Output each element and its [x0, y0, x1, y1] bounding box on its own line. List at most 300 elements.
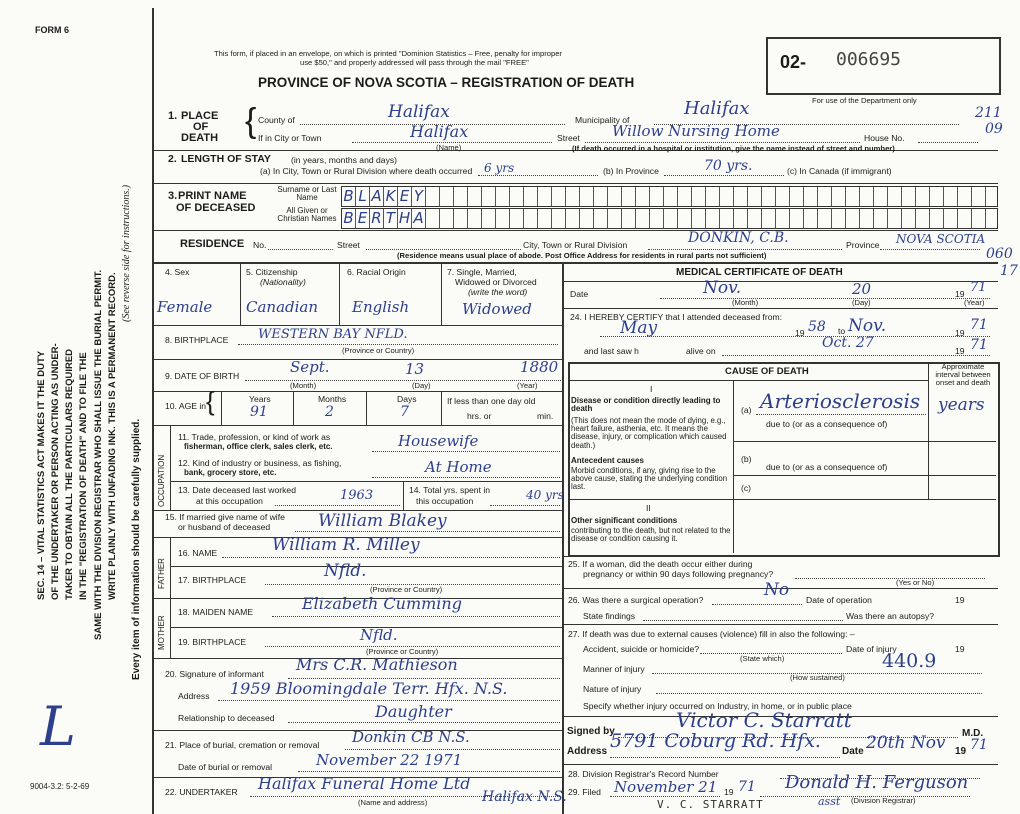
surname-letter-cell — [748, 187, 762, 206]
nature-label: Nature of injury — [583, 684, 642, 694]
field-line — [918, 142, 978, 143]
given-name-letter-cell — [580, 209, 594, 228]
undertaker-city: Halifax N.S. — [482, 789, 567, 805]
citizenship-sublabel: (Nationality) — [260, 277, 306, 287]
surname-letter-cell — [832, 187, 846, 206]
surname-letter-cell — [972, 187, 986, 206]
surname-letter-cell — [692, 187, 706, 206]
divider — [563, 308, 998, 309]
sublabel: (Name and address) — [358, 798, 428, 807]
sex-value: Female — [157, 298, 213, 316]
residence-label: RESIDENCE — [180, 238, 245, 250]
relationship-value: Daughter — [375, 702, 452, 721]
stay-label: LENGTH OF STAY — [181, 153, 271, 165]
field-line — [222, 557, 560, 558]
years-label: Years — [249, 394, 271, 404]
other-conditions-note: contributing to the death, but not related to the disease or condition causing it. — [571, 526, 731, 544]
racial-origin-value: English — [352, 298, 410, 316]
given-name-letter-cell — [664, 209, 678, 228]
municipality-value: Halifax — [684, 98, 750, 119]
mother-maiden-name: Elizabeth Cumming — [302, 594, 462, 613]
given-name-letter-cell: A — [412, 209, 426, 228]
state-which-sublabel: (State which) — [740, 654, 785, 663]
dob-day: 13 — [405, 360, 425, 378]
informant-signature-label: 20. Signature of informant — [165, 669, 264, 679]
months-label: Months — [318, 394, 347, 404]
less-than-day-label: If less than one day old — [447, 396, 536, 406]
signed-by-label: Signed by — [567, 726, 615, 737]
stay-c-label: (c) In Canada (if immigrant) — [787, 166, 892, 176]
death-year: 71 — [970, 280, 987, 295]
registration-number: 006695 — [836, 49, 902, 70]
item-number: 3. — [168, 190, 178, 202]
given-name-letter-cell — [454, 209, 468, 228]
other-conditions-label: Other significant conditions — [571, 516, 678, 525]
certificate-date-label: Date — [842, 746, 864, 757]
surname-letter-cell — [510, 187, 524, 206]
surname-letter-cell — [874, 187, 888, 206]
sublabel: (Month) — [290, 381, 317, 390]
to-label: to — [838, 326, 846, 336]
given-name-letter-cell — [524, 209, 538, 228]
undertaker-value: Halifax Funeral Home Ltd — [258, 774, 471, 793]
surname-letter-cell — [538, 187, 552, 206]
age-days: 7 — [400, 404, 409, 420]
given-name-letter-cell — [552, 209, 566, 228]
year-prefix: 19 — [955, 595, 965, 605]
sublabel: (Province or Country) — [342, 346, 415, 355]
side-text-5: SAME WITH THE DIVISION REGISTRAR WHO SHALL ISSUE THE BURIAL PERMIT. — [93, 269, 104, 640]
given-name-letter-cell — [426, 209, 440, 228]
given-name-letter-cell — [482, 209, 496, 228]
min-label: min. — [537, 411, 554, 421]
given-name-letter-cell — [874, 209, 888, 228]
certificate-date: 20th Nov — [866, 733, 946, 753]
given-name-letter-cell — [888, 209, 902, 228]
brace: { — [245, 102, 257, 140]
cell-divider — [170, 537, 171, 598]
surname-letter-cell — [720, 187, 734, 206]
death-date-label: Date — [570, 289, 589, 299]
surname-letter-cell — [818, 187, 832, 206]
certificate-year: 71 — [970, 737, 988, 753]
cell-divider — [403, 481, 404, 510]
divider — [153, 230, 998, 231]
field-line — [272, 616, 560, 617]
registration-number-box — [766, 37, 1001, 95]
last-saw-year: 71 — [970, 337, 988, 353]
surname-letter-cell — [580, 187, 594, 206]
marital-label: Widowed or Divorced — [455, 277, 537, 287]
side-text-4: IN THE "REGISTRATION OF DEATH" AND TO FILE THE — [78, 352, 89, 600]
margin-code-3: 060 — [986, 246, 1013, 262]
last-worked-label: 13. Date deceased last worked — [178, 485, 296, 495]
surname-letter-cell — [958, 187, 972, 206]
side-text-7: (See reverse side for instructions.) — [121, 184, 132, 322]
given-name-letter-cell — [958, 209, 972, 228]
part-one-label: I — [650, 384, 653, 394]
city-value: Halifax — [410, 122, 469, 141]
place-label: OF — [193, 121, 209, 133]
cause-c-label: (c) — [741, 483, 752, 493]
given-name-letter-cell — [440, 209, 454, 228]
last-worked-value: 1963 — [340, 488, 374, 503]
registration-prefix: 02- — [780, 52, 807, 72]
surname-letter-cell — [916, 187, 930, 206]
trade-value: Housewife — [398, 432, 479, 450]
form-label: FORM 6 — [35, 25, 70, 35]
hospital-note: (If death occurred in a hospital or institution, give the name instead of street and number) — [572, 144, 895, 153]
burial-place-label: 21. Place of burial, cremation or removal — [165, 740, 320, 750]
marital-label: 7. Single, Married, — [447, 267, 517, 277]
direct-cause-note: (This does not mean the mode of dying, e.g., heart failure, asthenia, etc. It means the disease, injury, or complication which caused death.) — [571, 416, 727, 450]
cell-divider — [733, 380, 734, 499]
surname-letter-cell — [790, 187, 804, 206]
given-name-letter-cell — [496, 209, 510, 228]
field-line — [275, 505, 400, 506]
hrs-label: hrs. or — [467, 411, 492, 421]
part-two-label: II — [646, 503, 651, 513]
interval-title: Approximate interval between onset and death — [935, 362, 991, 387]
father-side-label: FATHER — [157, 558, 166, 589]
surname-letter-cell — [734, 187, 748, 206]
given-name-letter-cell — [636, 209, 650, 228]
state-findings-label: State findings — [583, 611, 636, 621]
stay-sublabel: (in years, months and days) — [291, 155, 398, 165]
surname-letter-cell — [944, 187, 958, 206]
physician-address: 5791 Coburg Rd. Hfx. — [610, 730, 821, 752]
total-years-label: 14. Total yrs. spent in — [409, 485, 491, 495]
surname-letter-cell — [650, 187, 664, 206]
last-saw-value: Oct. 27 — [822, 335, 874, 351]
citizenship-value: Canadian — [246, 298, 319, 316]
informant-address: 1959 Bloomingdale Terr. Hfx. N.S. — [230, 679, 508, 698]
surname-letter-cell — [454, 187, 468, 206]
injury-date-label: Date of injury — [846, 644, 897, 654]
medical-title: MEDICAL CERTIFICATE OF DEATH — [676, 267, 843, 278]
father-birthplace: Nfld. — [324, 561, 367, 581]
field-line — [610, 757, 840, 758]
field-line — [610, 796, 720, 797]
sublabel: (Province or Country) — [366, 647, 439, 656]
field-line — [585, 142, 860, 143]
divider — [563, 281, 998, 282]
total-years-label: this occupation — [416, 496, 474, 506]
field-line — [712, 604, 802, 605]
surname-letter-cell — [608, 187, 622, 206]
given-name-letter-cell — [846, 209, 860, 228]
department-use-note: For use of the Department only — [812, 96, 917, 105]
given-name-letter-cell — [566, 209, 580, 228]
surname-letter-cell: B — [342, 187, 356, 206]
industry-label: 12. Kind of industry or business, as fishing, — [178, 458, 342, 468]
field-line — [490, 505, 560, 506]
father-name-label: 16. NAME — [178, 548, 218, 558]
surgery-value: No — [764, 580, 790, 600]
cell-divider — [170, 598, 171, 658]
sublabel: (Province or Country) — [370, 585, 443, 594]
given-name-letter-cell — [622, 209, 636, 228]
given-name-letter-cell — [776, 209, 790, 228]
burial-date-label: Date of burial or removal — [178, 762, 273, 772]
age-label: 10. AGE in — [165, 401, 207, 411]
last-saw-label: alive on — [686, 346, 716, 356]
assistant-note: asst — [818, 795, 841, 808]
autopsy-label: Was there an autopsy? — [846, 611, 935, 621]
cell-divider — [441, 263, 442, 325]
trade-label: fisherman, office clerk, sales clerk, etc. — [184, 442, 333, 451]
field-line — [756, 414, 926, 415]
divider — [153, 262, 998, 264]
divider — [563, 624, 998, 625]
given-name-letter-cell: H — [398, 209, 411, 227]
age-months: 2 — [325, 404, 334, 420]
sublabel: (Day) — [412, 381, 431, 390]
sublabel: (Year) — [964, 298, 985, 307]
mother-maiden-label: 18. MAIDEN NAME — [178, 607, 253, 617]
how-sustained-sublabel: (How sustained) — [790, 673, 845, 682]
registrar-sublabel: (Division Registrar) — [851, 796, 916, 805]
center-divider — [562, 263, 564, 814]
father-birthplace-label: 17. BIRTHPLACE — [178, 575, 247, 585]
birthplace-value: WESTERN BAY NFLD. — [258, 327, 408, 342]
antecedent-note: Morbid conditions, if any, giving rise to the above cause, stating the underlying condition last. — [571, 466, 728, 492]
attended-from-month: May — [620, 318, 658, 338]
county-value: Halifax — [388, 102, 450, 122]
page-title: PROVINCE OF NOVA SCOTIA – REGISTRATION OF DEATH — [258, 75, 635, 90]
surname-letter-cell — [846, 187, 860, 206]
cause-a-label: (a) — [741, 405, 752, 415]
year-prefix: 19 — [955, 289, 965, 299]
death-day: 20 — [852, 280, 872, 298]
occupation-side-label: OCCUPATION — [157, 454, 166, 507]
residence-division-label: City, Town or Rural Division — [523, 240, 628, 250]
field-line — [288, 722, 560, 723]
field-line — [295, 531, 560, 532]
stay-b-value: 70 yrs. — [704, 158, 753, 174]
street-value: Willow Nursing Home — [612, 122, 780, 140]
given-name-letter-cell — [678, 209, 692, 228]
registrar-stamp: V. C. STARRATT — [657, 798, 764, 811]
marital-sublabel: (write the word) — [468, 287, 528, 297]
sublabel: (Day) — [852, 298, 871, 307]
surname-letter-cell — [482, 187, 496, 206]
external-causes-label: 27. If death was due to external causes (violence) fill in also the following: – — [568, 629, 855, 639]
side-text-8: Every item of information should be carefully supplied. — [131, 418, 142, 680]
notice-line-2: use $50," and properly addressed will pass through the mail "FREE" — [300, 58, 529, 67]
surname-letter-cell — [860, 187, 874, 206]
year-prefix: 19 — [724, 787, 734, 797]
surname-letter-cell — [496, 187, 510, 206]
citizenship-label: 5. Citizenship — [246, 267, 298, 277]
given-name-letter-cell — [608, 209, 622, 228]
given-name-letter-cell — [748, 209, 762, 228]
frame-left-border — [152, 8, 154, 814]
due-to-label: due to (or as a consequence of) — [766, 419, 888, 429]
yes-no-sublabel: (Yes or No) — [896, 578, 935, 587]
given-name-letter-cell — [972, 209, 986, 228]
year-prefix: 19 — [955, 644, 965, 654]
divider — [171, 481, 562, 482]
dob-label: 9. DATE OF BIRTH — [165, 371, 240, 381]
surname-letter-cell — [594, 187, 608, 206]
margin-code-4: 17 — [1000, 263, 1018, 279]
municipality-label: Municipality of — [575, 115, 630, 125]
side-text-1: SEC. 14 – VITAL STATISTICS ACT MAKES IT THE DUTY — [36, 350, 47, 600]
last-worked-label: at this occupation — [196, 496, 263, 506]
given-name-letter-cell — [650, 209, 664, 228]
residence-division: DONKIN, C.B. — [688, 230, 789, 246]
given-name-letter-cell — [944, 209, 958, 228]
field-line — [795, 578, 985, 579]
surname-letter-cell — [776, 187, 790, 206]
informant-address-label: Address — [178, 691, 210, 701]
side-text-6: WRITE PLAINLY WITH UNFADING INK. THIS IS A PERMANENT RECORD. — [107, 272, 118, 600]
street-label: Street — [557, 133, 580, 143]
given-name-letter-cell — [510, 209, 524, 228]
year-prefix: 19 — [795, 328, 805, 338]
surname-letter-cell: K — [384, 187, 398, 206]
physician-address-label: Address — [567, 746, 608, 757]
field-line — [372, 451, 560, 452]
burial-date: November 22 1971 — [316, 751, 463, 769]
divider — [734, 475, 996, 476]
residence-street-label: Street — [337, 240, 360, 250]
stay-a-value: 6 yrs — [484, 161, 515, 175]
racial-origin-label: 6. Racial Origin — [347, 267, 406, 277]
dob-year: 1880 — [520, 358, 559, 376]
registrar-signature: Donald H. Ferguson — [785, 772, 969, 793]
spouse-value: William Blakey — [318, 511, 447, 531]
manner-label: Manner of injury — [583, 664, 645, 674]
corner-initial: L — [40, 695, 76, 758]
field-line — [656, 693, 982, 694]
residence-note: (Residence means usual place of abode. Post Office Address for residents in rural parts not sufficient) — [397, 251, 767, 260]
surname-label: Surname or Last Name — [277, 185, 337, 203]
field-line — [478, 175, 598, 176]
cell-divider — [928, 363, 929, 499]
divider — [563, 764, 998, 765]
cause-a-value: Arteriosclerosis — [760, 389, 921, 413]
given-name-letter-cell — [832, 209, 846, 228]
year-prefix: 19 — [955, 328, 965, 338]
given-name-letter-cell — [594, 209, 608, 228]
mother-side-label: MOTHER — [157, 615, 166, 650]
marital-value: Widowed — [462, 300, 532, 318]
last-saw-label: and last saw h — [584, 346, 639, 356]
physician-signature: Victor C. Starratt — [676, 708, 852, 732]
given-name-letter-cell — [734, 209, 748, 228]
item-number: 1. — [168, 110, 178, 122]
relationship-label: Relationship to deceased — [178, 713, 275, 723]
cell-divider — [733, 499, 734, 553]
year-prefix: 19 — [955, 346, 965, 356]
house-label: House No. — [864, 133, 905, 143]
dob-month: Sept. — [290, 358, 330, 376]
given-name-letter-cell: E — [356, 209, 370, 228]
informant-signature: Mrs C.R. Mathieson — [296, 655, 458, 674]
given-name-letter-cell — [902, 209, 916, 228]
field-line — [366, 249, 521, 250]
given-name-letter-cell — [916, 209, 930, 228]
place-label: PLACE — [181, 110, 219, 122]
place-label: DEATH — [181, 132, 219, 144]
stay-a-label: (a) In City, Town or Rural Division where death occurred — [260, 166, 473, 176]
pregnancy-label: pregnancy or within 90 days following pregnancy? — [583, 569, 774, 579]
form-code: 9004-3.2: 5-2-69 — [30, 782, 90, 791]
residence-province-label: Province — [846, 240, 880, 250]
surname-letter-cell — [930, 187, 944, 206]
attended-to-month: Nov. — [848, 316, 887, 336]
surname-letter-cell — [664, 187, 678, 206]
surname-letter-cell — [566, 187, 580, 206]
surname-letter-cell — [468, 187, 482, 206]
field-line — [880, 249, 980, 250]
death-month: Nov. — [703, 278, 742, 298]
attended-to-year: 71 — [970, 317, 988, 333]
divider — [153, 183, 998, 184]
surname-letter-cell — [804, 187, 818, 206]
brace: { — [206, 386, 215, 416]
given-name-letter-cell — [762, 209, 776, 228]
cell-divider — [366, 391, 367, 425]
surname-letter-cell — [902, 187, 916, 206]
total-years-value: 40 yrs — [526, 488, 564, 502]
given-grid — [341, 208, 998, 229]
divider — [734, 441, 996, 442]
given-name-letter-cell: B — [342, 209, 356, 228]
divider — [153, 425, 562, 426]
attended-from-year: 58 — [808, 319, 826, 335]
industry-label: bank, grocery store, etc. — [184, 468, 277, 477]
given-label: All Given or Christian Names — [277, 206, 337, 224]
surname-letter-cell: L — [356, 187, 370, 206]
filed-year: 71 — [738, 779, 756, 795]
margin-code-1: 211 — [975, 105, 1002, 121]
surgery-date-label: Date of operation — [806, 595, 872, 605]
mother-birthplace-label: 19. BIRTHPLACE — [178, 637, 247, 647]
cell-divider — [221, 391, 222, 425]
given-name-letter-cell — [468, 209, 482, 228]
trade-label: 11. Trade, profession, or kind of work as — [178, 432, 331, 442]
pregnancy-label: 25. If a woman, did the death occur either during — [568, 559, 753, 569]
residence-no-label: No. — [253, 240, 267, 250]
given-name-letter-cell — [706, 209, 720, 228]
field-line — [372, 477, 560, 478]
cell-divider — [170, 425, 171, 510]
md-label: M.D. — [962, 728, 984, 739]
age-years: 91 — [250, 404, 268, 420]
cell-divider — [441, 391, 442, 425]
burial-place: Donkin CB N.S. — [352, 728, 470, 746]
surname-letter-cell — [706, 187, 720, 206]
spouse-label: 15. If married give name of wife — [165, 512, 285, 522]
divider — [563, 556, 998, 557]
field-line — [660, 298, 990, 299]
interval-a-value: years — [938, 395, 985, 415]
specify-label: Specify whether injury occurred on Industry, in home, or in public place — [583, 701, 852, 711]
margin-code-2: 09 — [985, 121, 1003, 137]
filed-label: 29. Filed — [568, 787, 601, 797]
divider — [153, 359, 562, 360]
stay-b-label: (b) In Province — [603, 166, 659, 176]
cause-title: CAUSE OF DEATH — [725, 366, 809, 377]
surname-grid — [341, 186, 998, 207]
cell-divider — [339, 263, 340, 325]
residence-province: NOVA SCOTIA — [896, 232, 986, 246]
due-to-label: due to (or as a consequence of) — [766, 462, 888, 472]
name-label: OF DECEASED — [176, 202, 256, 214]
